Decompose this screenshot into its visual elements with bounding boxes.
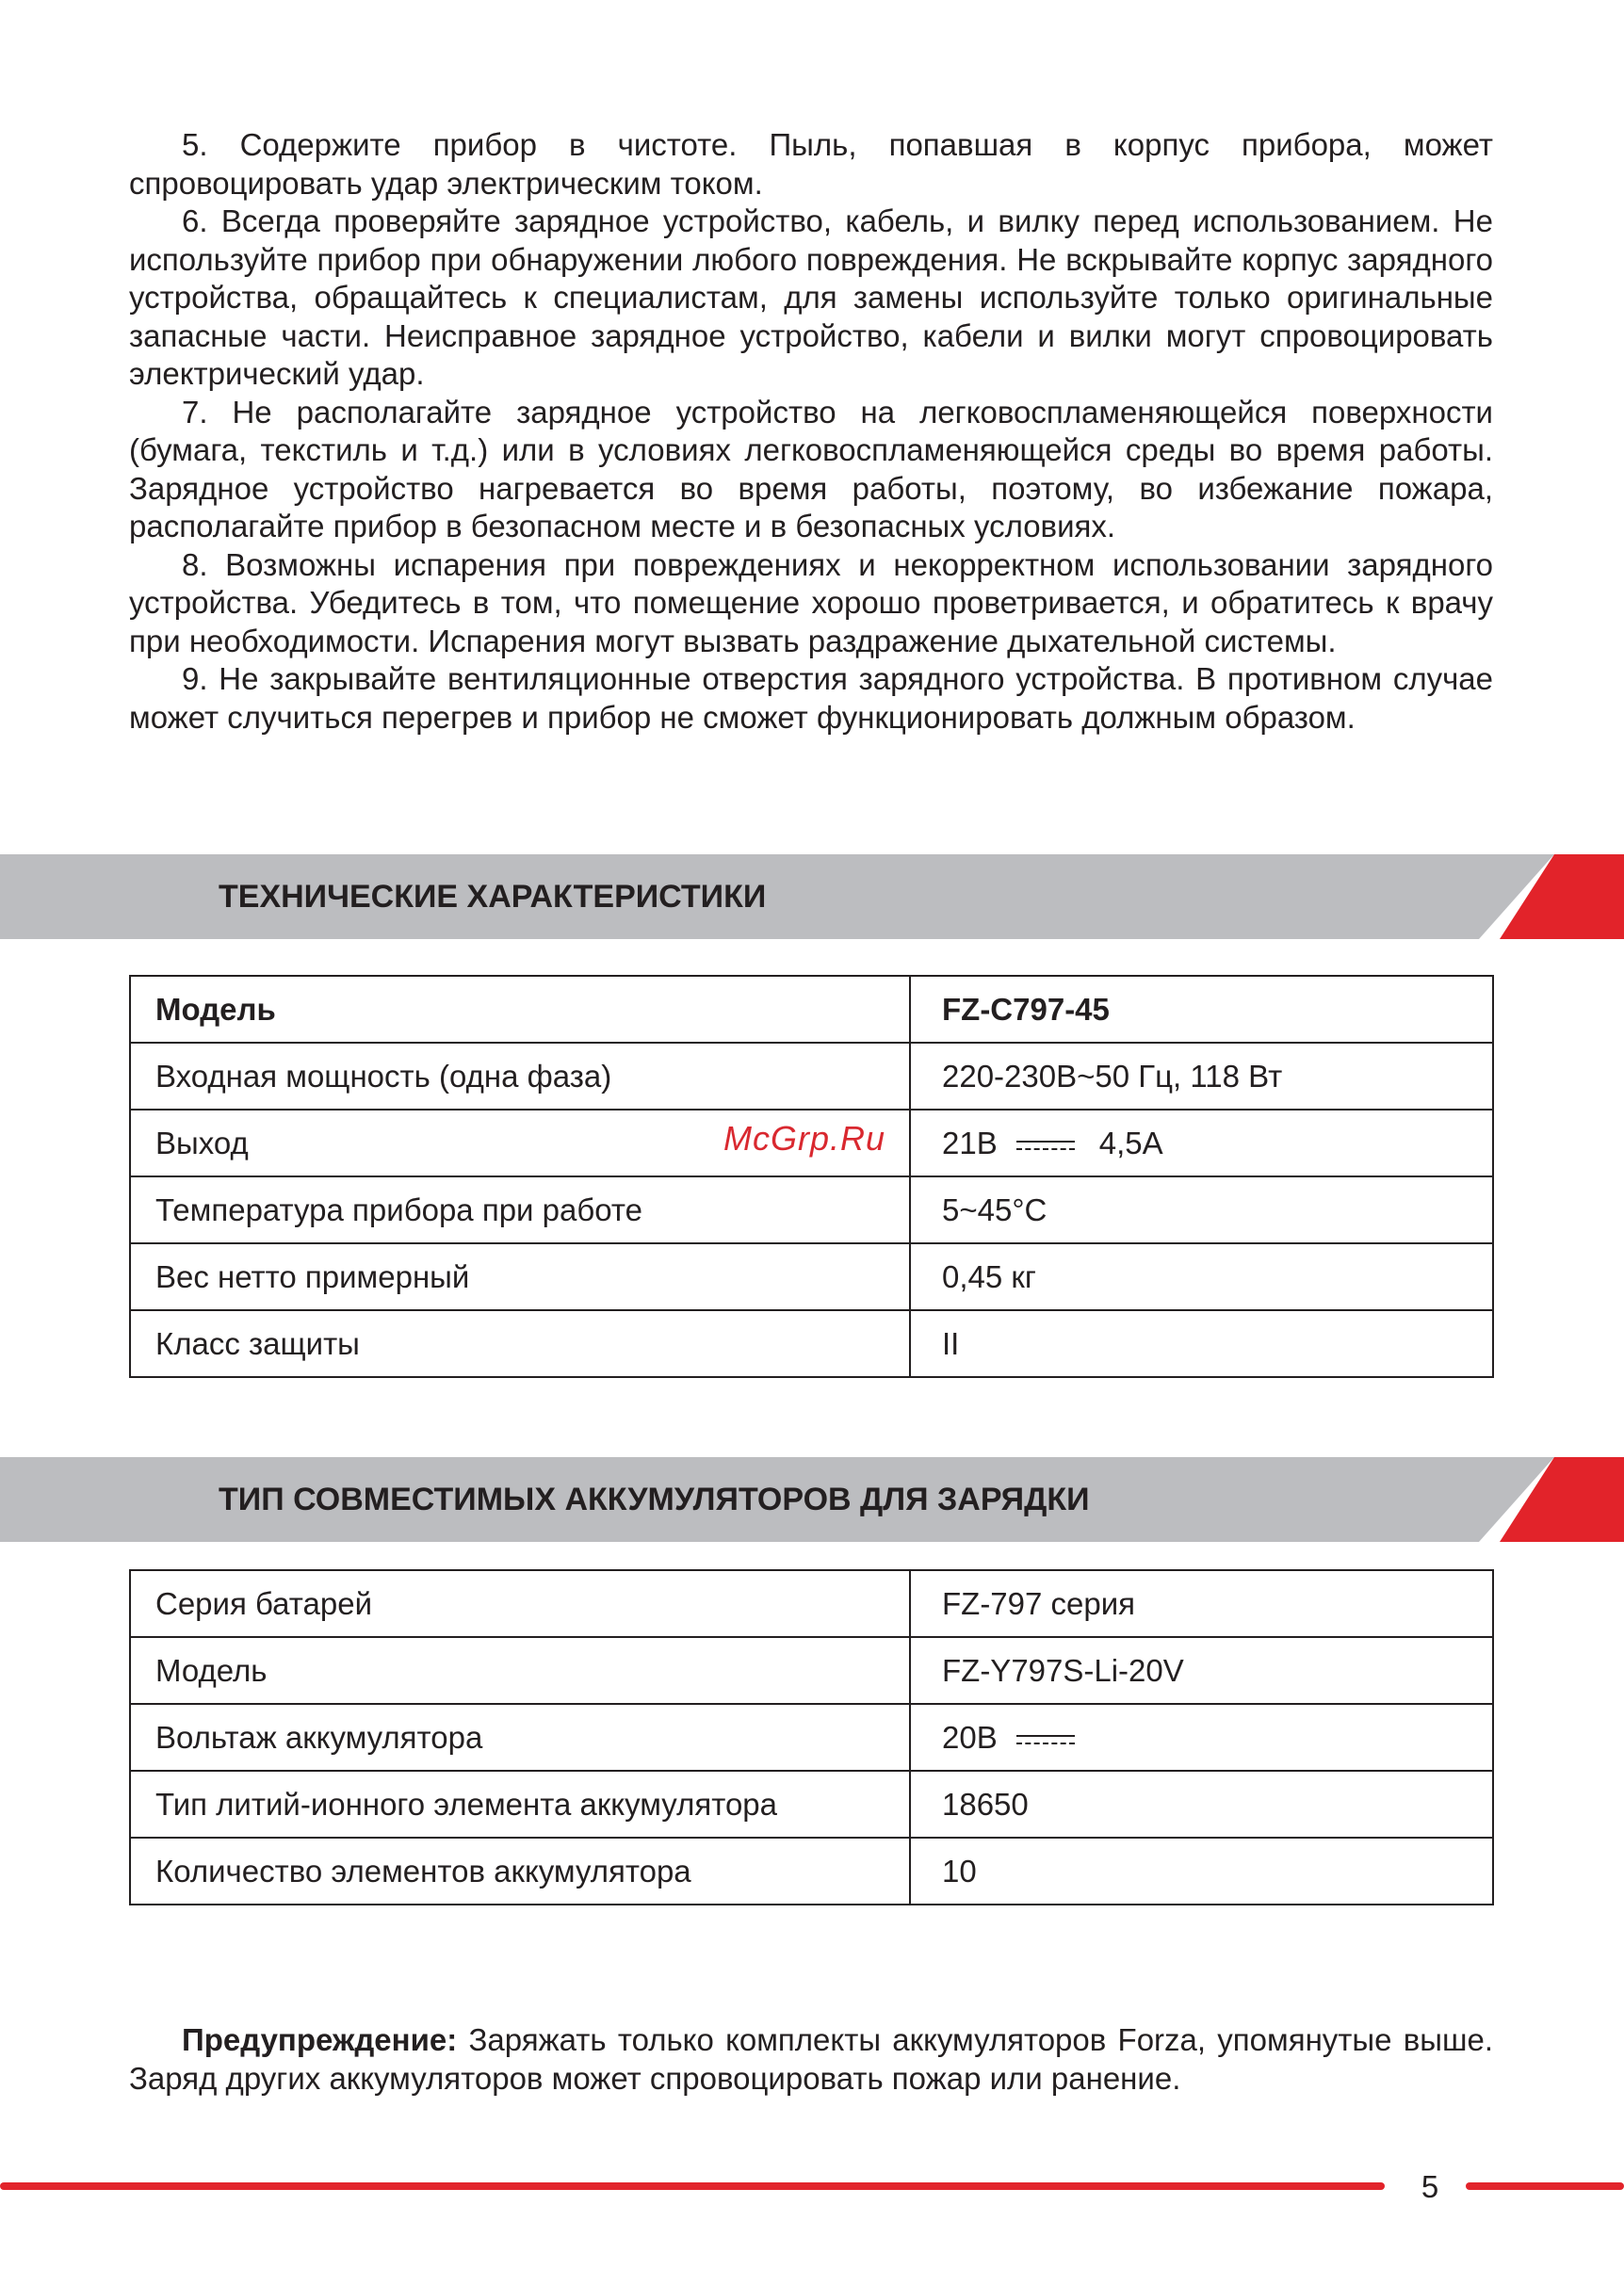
batteries-section-title: ТИП СОВМЕСТИМЫХ АККУМУЛЯТОРОВ ДЛЯ ЗАРЯДКИ bbox=[219, 1482, 1090, 1517]
battery-value: 18650 bbox=[910, 1771, 1493, 1838]
spec-label: Входная мощность (одна фаза) bbox=[130, 1043, 910, 1110]
batteries-table bbox=[129, 1569, 1494, 1905]
battery-label: Количество элементов аккумулятора bbox=[130, 1838, 910, 1905]
battery-label: Модель bbox=[130, 1637, 910, 1704]
footer-rule-right bbox=[1466, 2182, 1624, 2190]
specs-section-title: ТЕХНИЧЕСКИЕ ХАРАКТЕРИСТИКИ bbox=[219, 879, 767, 915]
page-number: 5 bbox=[1421, 2169, 1439, 2204]
spec-value: 0,45 кг bbox=[910, 1243, 1493, 1310]
spec-label: Температура прибора при работе bbox=[130, 1176, 910, 1243]
table-row bbox=[130, 1704, 1493, 1771]
dc-symbol-icon bbox=[1016, 1733, 1075, 1746]
table-row bbox=[130, 1771, 1493, 1838]
specs-table bbox=[129, 975, 1494, 1378]
battery-label: Тип литий-ионного элемента аккумулятора bbox=[130, 1771, 910, 1838]
battery-value: 10 bbox=[910, 1838, 1493, 1905]
table-row bbox=[130, 1310, 1493, 1377]
dc-symbol-icon bbox=[1016, 1139, 1075, 1152]
table-row bbox=[130, 1043, 1493, 1110]
safety-paragraph-7: 7. Не располагайте зарядное устройство на легковоспламеняющейся поверхности (бумага, текстиль и т.д.) или в условиях легковоспламеняющейся среды во время работы. Зарядное устройство нагревается во время работы, поэтому, во избежание пожара, располагайте прибор в безопасном месте и в безопасных условиях. bbox=[129, 394, 1493, 543]
battery-label: Серия батарей bbox=[130, 1570, 910, 1637]
safety-paragraph-5: 5. Содержите прибор в чистоте. Пыль, попавшая в корпус прибора, может спровоцировать удар электрическим током. bbox=[129, 127, 1493, 201]
warning-text: Заряжать только комплекты аккумуляторов Forza, упомянутые выше. Заряд других аккумуляторов может спровоцировать пожар или ранение. bbox=[129, 2022, 1493, 2096]
spec-value: II bbox=[910, 1310, 1493, 1377]
spec-label: Модель bbox=[130, 976, 910, 1043]
battery-value-voltage bbox=[910, 1704, 1493, 1771]
spec-value: 5~45°С bbox=[910, 1176, 1493, 1243]
table-row bbox=[130, 1176, 1493, 1243]
battery-label: Вольтаж аккумулятора bbox=[130, 1704, 910, 1771]
safety-paragraph-9: 9. Не закрывайте вентиляционные отверстия зарядного устройства. В противном случае может случиться перегрев и прибор не сможет функционировать должным образом. bbox=[129, 661, 1493, 735]
footer-rule-left bbox=[0, 2182, 1385, 2190]
output-voltage: 21В bbox=[942, 1125, 998, 1160]
batteries-section-header bbox=[0, 1457, 1624, 1542]
specs-section-header bbox=[0, 854, 1624, 939]
watermark: McGrp.Ru bbox=[723, 1119, 886, 1158]
table-row bbox=[130, 1838, 1493, 1905]
safety-instructions bbox=[129, 126, 1493, 737]
battery-value: FZ-797 серия bbox=[910, 1570, 1493, 1637]
output-current: 4,5А bbox=[1098, 1125, 1163, 1160]
spec-label: Выход bbox=[130, 1110, 910, 1176]
table-row bbox=[130, 976, 1493, 1043]
battery-voltage: 20В bbox=[942, 1719, 998, 1755]
warning-note bbox=[129, 2021, 1493, 2098]
spec-label: Класс защиты bbox=[130, 1310, 910, 1377]
table-row bbox=[130, 1243, 1493, 1310]
spec-value: FZ-C797-45 bbox=[910, 976, 1493, 1043]
spec-value-output bbox=[910, 1110, 1493, 1176]
battery-value: FZ-Y797S-Li-20V bbox=[910, 1637, 1493, 1704]
safety-paragraph-8: 8. Возможны испарения при повреждениях и некорректном использовании зарядного устройства. Убедитесь в том, что помещение хорошо проветривается, и обратитесь к врачу при необходимости. Испарения могут вызвать раздражение дыхательной системы. bbox=[129, 546, 1493, 658]
warning-label: Предупреждение: bbox=[182, 2022, 458, 2057]
spec-label: Вес нетто примерный bbox=[130, 1243, 910, 1310]
table-row bbox=[130, 1570, 1493, 1637]
warning-paragraph bbox=[129, 2021, 1493, 2098]
safety-paragraph-6: 6. Всегда проверяйте зарядное устройство, кабель, и вилку перед использованием. Не используйте прибор при обнаружении любого повреждения. Не вскрывайте корпус зарядного устройства, обращайтесь к специалистам, для замены используйте только оригинальные запасные части. Неисправное зарядное устройство, кабели и вилки могут спровоцировать электрический удар. bbox=[129, 203, 1493, 391]
table-row bbox=[130, 1637, 1493, 1704]
spec-value: 220-230В~50 Гц, 118 Вт bbox=[910, 1043, 1493, 1110]
